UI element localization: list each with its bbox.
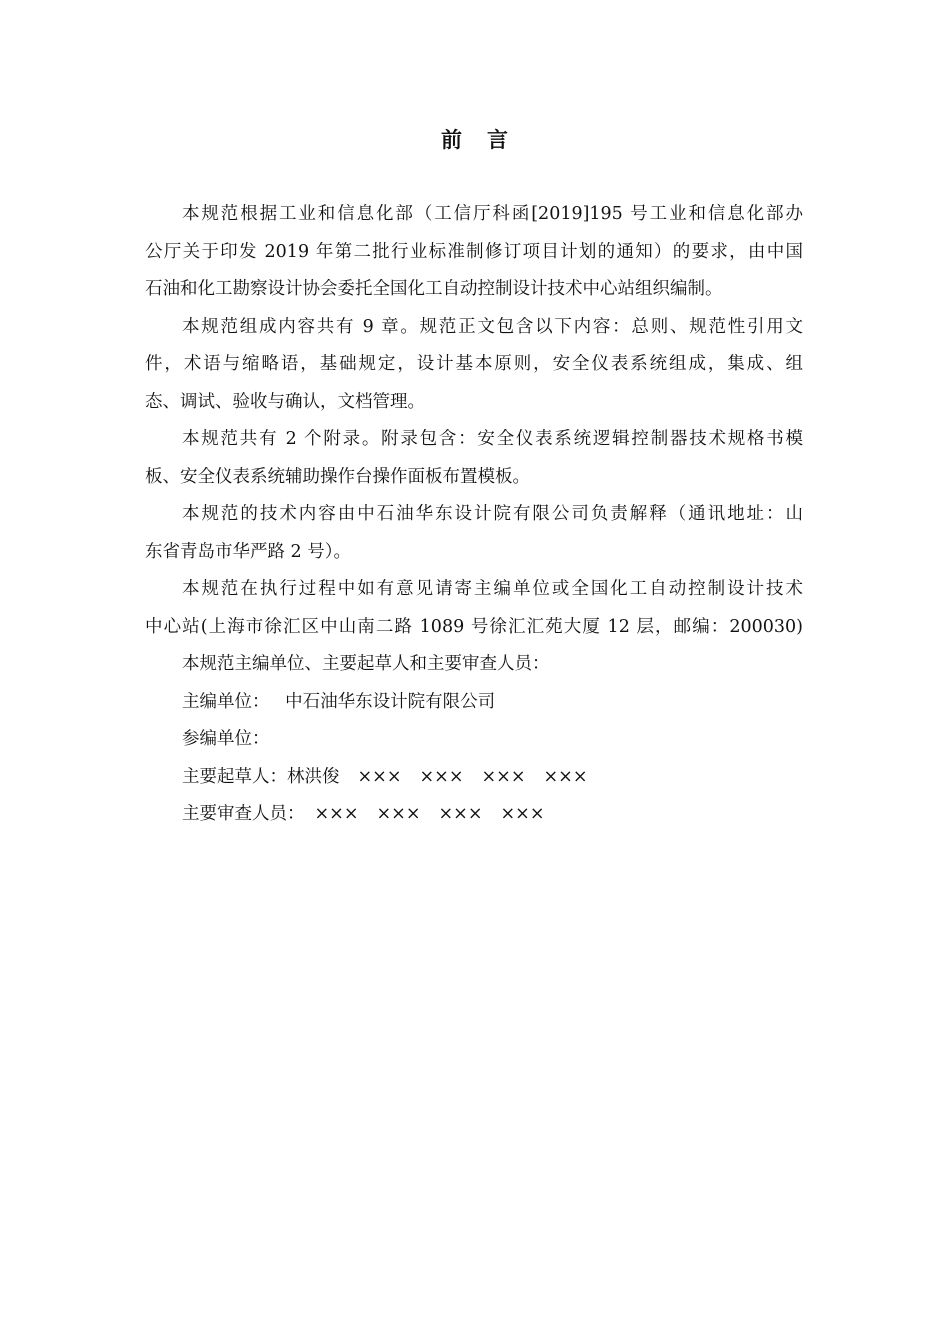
text-line: 态、调试、验收与确认，文档管理。 [145,391,425,412]
reviewer-name: ××× [376,804,421,824]
text-line: 本规范的技术内容由中石油华东设计院有限公司负责解释（通讯地址：山 [182,504,803,524]
text-line: 本规范根据工业和信息化部（工信厅科函[2019]195 号工业和信息化部办 [182,204,803,224]
paragraph-chapters [145,313,803,426]
text-line: 东省青岛市华严路 2 号）。 [145,541,352,562]
text-line: 本规范共有 2 个附录。附录包含：安全仪表系统逻辑控制器技术规格书模 [182,429,803,449]
paragraph-feedback [145,575,803,650]
paragraph-interpretation [145,500,803,575]
drafter-name: ××× [357,766,402,787]
reviewer-name: ××× [314,804,359,824]
reviewers-line [145,800,803,838]
reviewer-name: ××× [438,804,483,824]
text-line: 本规范组成内容共有 9 章。规范正文包含以下内容：总则、规范性引用文 [182,316,803,337]
text-line: 本规范在执行过程中如有意见请寄主编单位或全国化工自动控制设计技术 [182,579,803,599]
drafter-name: 林洪俊 [287,766,340,787]
title-char: 言 [487,127,509,152]
paragraph-appendices [145,425,803,500]
text-line: 板、安全仪表系统辅助操作台操作面板布置模板。 [145,466,530,487]
participating-unit-label: 参编单位： [182,729,270,749]
page-title [0,124,950,154]
drafters-line [145,763,803,801]
text-line: 本规范主编单位、主要起草人和主要审查人员： [182,654,550,674]
paragraph-personnel-intro [145,650,803,688]
chief-unit-label: 主编单位： [182,691,270,712]
drafter-name: ××× [419,766,464,787]
chief-unit-line [145,688,803,726]
drafter-name: ××× [543,766,588,787]
drafters-label: 主要起草人： [182,766,287,787]
text-line: 件，术语与缩略语，基础规定，设计基本原则，安全仪表系统组成，集成、组 [145,354,803,374]
text-line: 石油和化工勘察设计协会委托全国化工自动控制设计技术中心站组织编制。 [145,279,723,299]
paragraph-basis [145,200,803,313]
text-line: 公厅关于印发 2019 年第二批行业标准制修订项目计划的通知）的要求，由中国 [145,241,803,262]
chief-unit-value: 中石油华东设计院有限公司 [285,691,496,712]
participating-unit-line [145,725,803,763]
reviewers-label: 主要审查人员： [182,804,305,824]
text-line: 中心站(上海市徐汇区中山南二路 1089 号徐汇汇苑大厦 12 层，邮编：200030) [145,616,803,637]
reviewer-name: ××× [500,804,545,824]
drafter-name: ××× [481,766,526,787]
title-char: 前 [441,127,463,152]
preface-body [145,200,803,838]
